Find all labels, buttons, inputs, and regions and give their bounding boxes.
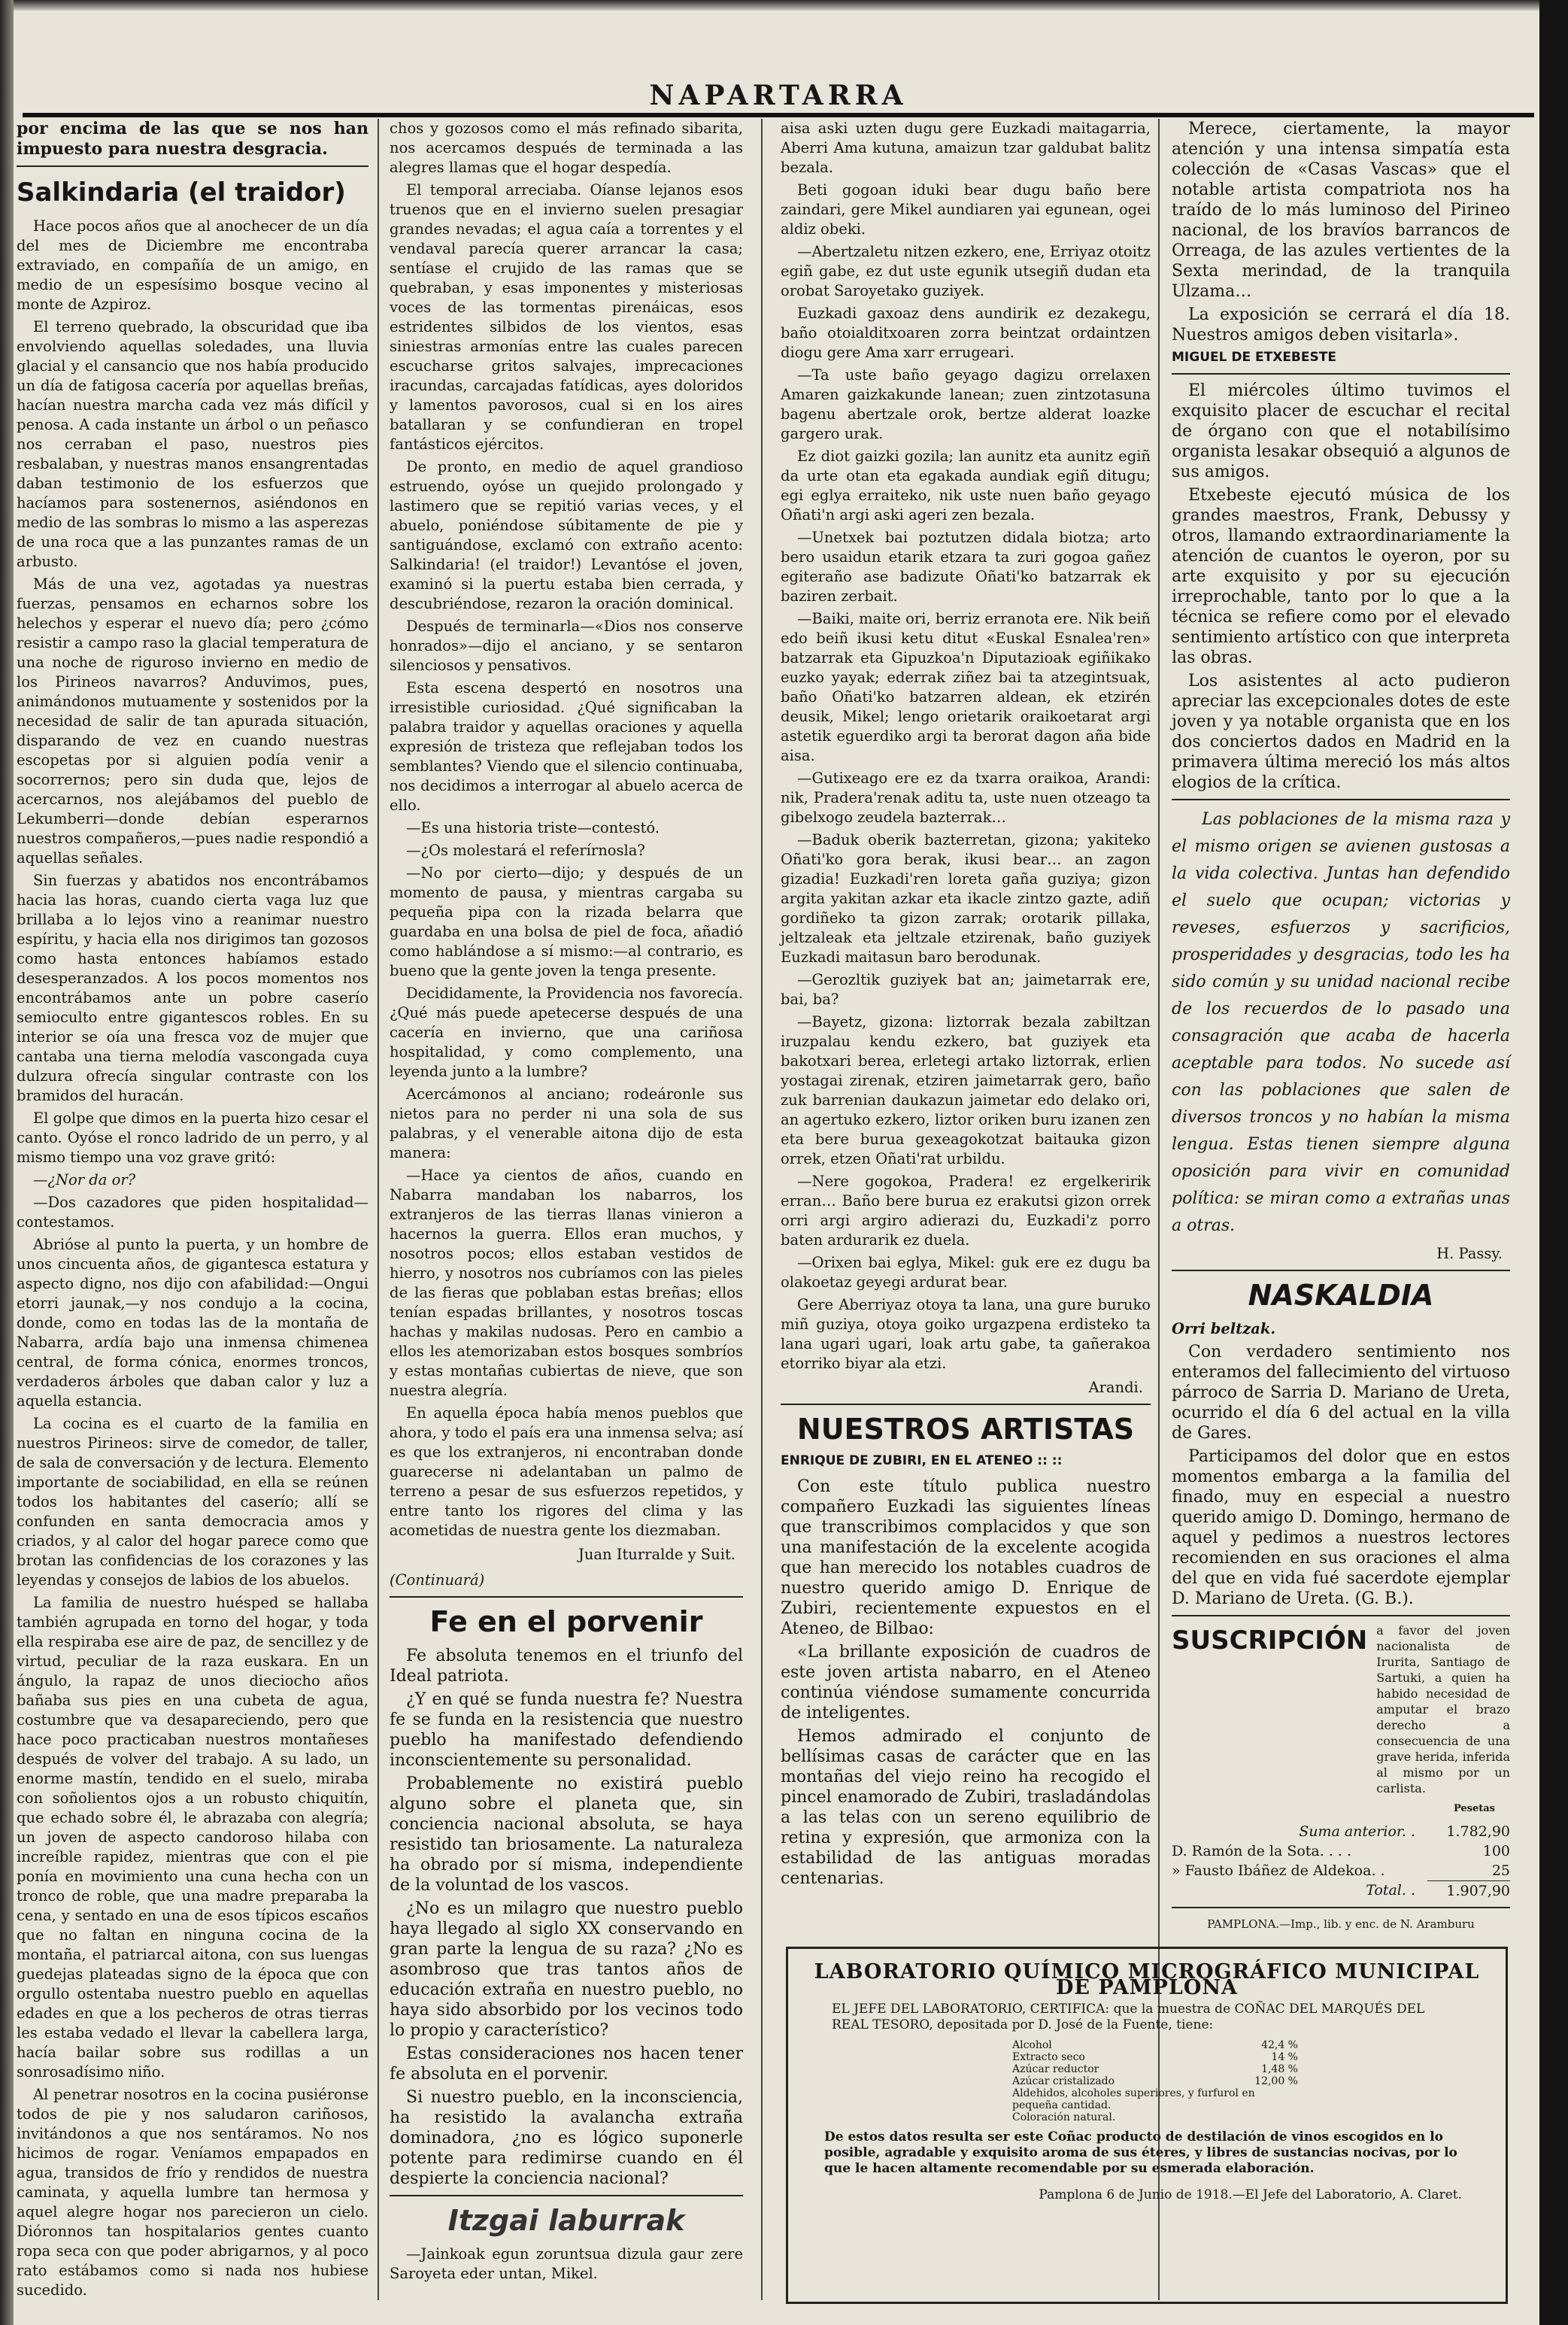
suscripcion-row	[1172, 1880, 1510, 1901]
currency-unit: Pesetas	[1453, 1803, 1495, 1814]
article-title-itzgai: Itzgai laburrak	[447, 2204, 685, 2237]
row-value: 1.907,90	[1427, 1880, 1510, 1901]
article-subtitle: ENRIQUE DE ZUBIRI, EN EL ATENEO :: ::	[781, 1453, 1063, 1468]
imprint: PAMPLONA.—Imp., lib. y enc. de N. Aramburu	[1207, 1917, 1475, 1931]
ad-conclusion: De estos datos resulta ser este Coñac producto de destilación de vinos escogidos en lo posible, agradable y exquisito aroma de sus éteres, y libres de sustancias nocivas, por lo que le hacen altamente recomendable por su esmerada elaboración.	[824, 2129, 1457, 2176]
laboratorio-advertisement	[786, 1947, 1508, 2304]
analysis-row	[1012, 2039, 1298, 2051]
row-label: Azúcar cristalizado	[1012, 2075, 1115, 2087]
intro-text: por encima de las que se nos han impuesto para nuestra desgracia.	[17, 119, 368, 159]
paragraph: —Hace ya cientos de años, cuando en Nabarra mandaban los nabarros, los extranjeros de las tierras llanas vinieron a hacernos la guerra. Ellos eran muchos, y nosotros pocos; ellos estaban vestidos de hierro, y nosotros nos cubríamos con las pieles de las fieras que poblaban estas breñas; ellos tenían espadas brillantes, y nosotros toscas hachas y makilas nudosas. Pero en cambio a ellos les atemorizaban estos bosques sombríos y estas montañas cubiertas de nieve, que son nuestra alegría.	[390, 1167, 743, 1399]
divider	[390, 1596, 743, 1598]
paragraph: El golpe que dimos en la puerta hizo cesar el canto. Oyóse el ronco ladrido de un perro, y al mismo tiempo una voz grave gritó:	[17, 1109, 368, 1166]
suscripcion-text: a favor del joven nacionalista de Irurita, Santiago de Sartuki, a quien ha habido necesidad de amputar el brazo derecho a consecuencia de una grave herida, inferida al mismo por un carlista.	[1376, 1623, 1510, 1795]
paragraph: La familia de nuestro huésped se hallaba también agrupada en torno del hogar, y toda ella respiraba ese aire de paz, de sencillez y de virtud, peculiar de la raza euskara. En un ángulo, la rapaz de unos dieciocho años bañaba sus pies en una cubeta de agua, costumbre que va desapareciendo, pero que hace poco practicaban nuestros montañeses después de volver del trabajo. A su lado, un enorme mastín, tendido en el suelo, miraba con soñolientos ojos a un robusto chiquitín, que echado sobre él, le abrazaba con alegría; un joven de aspecto candoroso hilaba con increíble rapidez, mientras que con el pie ponía en movimiento una cuna hecha con un tronco de roble, que una madre preparaba la cena, y sentado en una de esos típicos escaños que no faltan en ninguna cocina de la montaña, el patriarcal aitona, con sus luengas guedejas plateadas signo de la época que con orgullo ostentaba nuestro pueblo en aquellas edades en que a los pecheros de otras tierras les estaba vedado el llevar la cabellera larga, hacía bailar sobre sus rodillas a un sonrosadísimo niño.	[17, 1594, 368, 2081]
suscripcion-row	[1172, 1841, 1510, 1861]
paragraph: —¿Nor da or?	[33, 1171, 136, 1188]
paragraph: Más de una vez, agotadas ya nuestras fuerzas, pensamos en echarnos sobre los helechos y esperar el nuevo día; pero ¿cómo resistir a campo raso la glacial temperatura de una noche de riguroso invierno en medio de los Pirineos navarros? Anduvimos, pues, animándonos mutuamente y sostenidos por la necesidad de salir de tan apurada situación, disparando de vez en cuando nuestras escopetas por si alguien podía venir a socorrernos; pero sin duda que, lejos de acercarnos, nos alejábamos del pueblo de Lekumberri—donde debían esperarnos nuestros compañeros,—pues nadie respondió a aquellas señales.	[17, 575, 368, 867]
paragraph: El miércoles último tuvimos el exquisito placer de escuchar el recital de órgano con que el notabilísimo organista lesakar obsequió a algunos de sus amigos.	[1172, 381, 1510, 481]
row-label: Azúcar reductor	[1012, 2063, 1099, 2075]
analysis-table	[1012, 2039, 1492, 2123]
paragraph: Ez diot gaizki gozila; lan aunitz eta aunitz egiñ da urte otan eta egakada aundiak egiñ ditugu; egi eglya erraiteko, nik uste nuen baño geyago Oñati'n argi aski ageri zen bezala.	[781, 448, 1151, 524]
paragraph: Acercámonos al anciano; rodeáronle sus nietos para no perder ni una sola de sus palabras, y el venerable aitona dijo de esta manera:	[390, 1085, 743, 1161]
divider	[1172, 1615, 1510, 1616]
column-divider	[378, 119, 379, 2300]
paragraph: Con verdadero sentimiento nos enteramos del fallecimiento del virtuoso párroco de Sarria D. Mariano de Ureta, ocurrido el día 6 del actual en la villa de Gares.	[1172, 1343, 1510, 1443]
ad-title: LABORATORIO QUÍMICO MICROGRÁFICO MUNICIPAL DE PAMPLONA	[814, 1960, 1480, 1999]
row-label: Suma anterior. .	[1299, 1823, 1415, 1840]
column-divider	[761, 119, 763, 2300]
article-title-fe: Fe en el porvenir	[429, 1605, 703, 1638]
paragraph: Hace pocos años que al anochecer de un día del mes de Diciembre me encontraba extraviado, en compañía de un amigo, en medio de un espesísimo bosque vecino al monte de Azpiroz.	[17, 217, 368, 313]
quote-author: H. Passy.	[1436, 1245, 1503, 1262]
divider	[1172, 799, 1510, 800]
article-author: Arandi.	[1088, 1379, 1143, 1396]
paragraph: —Jainkoak egun zoruntsua dizula gaur zere Saroyeta eder untan, Mikel.	[390, 2245, 743, 2282]
paragraph: Abrióse al punto la puerta, y un hombre de unos cincuenta años, de gigantesca estatura y aspecto digno, nos dijo con afabilidad:—Ongui etorri jaunak,—y nos condujo a la cocina, donde, como en todas las de la montaña de Nabarra, ardía bajo una inmensa chimenea central, de forma cónica, enormes troncos, verdaderos árboles que daban calor y luz a aquella estancia.	[17, 1236, 368, 1410]
row-label: Extracto seco	[1012, 2051, 1085, 2063]
paragraph: —Gutixeago ere ez da txarra oraikoa, Arandi: nik, Pradera'renak aditu ta, uste nuen otzeago ta gibelxogo zeudela bazterrak…	[781, 769, 1151, 826]
masthead-title: NAPARTARRA	[649, 80, 908, 111]
paragraph: Hemos admirado el conjunto de bellísimas casas de carácter que en las montañas del viejo reino ha recogido el pincel enamorado de Zubiri, trasladándolas a las telas con un sereno equilibrio de retina y expresión, que armoniza con la estabilidad de las antiguas moradas centenarias.	[781, 1727, 1151, 1888]
paragraph: Si nuestro pueblo, en la inconsciencia, ha resistido la avalancha extraña dominadora, ¿no es lógico suponerle potente para redimirse cuando en él despierte la conciencia nacional?	[390, 2088, 743, 2188]
column-4	[1172, 119, 1510, 1937]
paragraph: En aquella época había menos pueblos que ahora, y todo el país era una inmensa selva; así es que los extranjeros, ni encontraban donde guarecerse ni adelantaban un palmo de terreno a pesar de sus esfuerzos repetidos, y entre tanto los rigores del clima y las acometidas de nuestra gente los diezmaban.	[390, 1404, 743, 1539]
section-title-suscripcion: SUSCRIPCIÓN	[1172, 1625, 1368, 1656]
column-3	[781, 119, 1151, 1892]
quote-text: Las poblaciones de la misma raza y el mismo origen se avienen gustosas a la vida colectiva. Juntas han defendido el suelo que ocupan; victorias y reveses, esfuerzos y sacrificios, prosperidades y desgracias, todo les ha sido común y su unidad nacional recibe de los recuerdos de lo pasado una consagración que acaba de hacerla aceptable para todos. No sucede así con las poblaciones que salen de diversos troncos y no habían la misma lengua. Estas tienen siempre alguna oposición para vivir en comunidad política: se miran como a extrañas unas a otras.	[1172, 810, 1510, 1235]
suscripcion-row	[1172, 1861, 1510, 1880]
paragraph: Gere Aberriyaz otoya ta lana, una gure buruko miñ guziya, otoya goiko urgazpena erdisteko ta lana ugari ugari, loak artu gabe, ta gañerakoa etorriko biyar ala etzi.	[781, 1296, 1151, 1372]
paragraph: La exposición se cerrará el día 18. Nuestros amigos deben visitarla».	[1172, 305, 1510, 345]
paragraph: —Unetxek bai poztutzen didala biotza; arto bero usaidun etarik etzara ta zuri gogoa gañez egiteraño ase badizute Oñati'ko batzarrak ek baziren zerbait.	[781, 529, 1151, 605]
paragraph: ¿No es un milagro que nuestro pueblo haya llegado al siglo XX conservando en gran parte la lengua de su raza? ¿No es asombroso que tras tantos años de educación extraña en nuestro pueblo, no haya sido absorbido por los vecinos todo lo propio y característico?	[390, 1899, 743, 2040]
ad-intro: EL JEFE DEL LABORATORIO, CERTIFICA: que la muestra de COÑAC DEL MARQUÉS DEL REAL TESORO, depositada por D. José de la Fuente, tiene:	[832, 2002, 1425, 2032]
divider	[17, 165, 368, 167]
paragraph: El temporal arreciaba. Oíanse lejanos esos truenos que en el invierno suelen presagiar grandes nevadas; el agua caía a torrentes y el vendaval parecía querer arrancar la casa; sentíase el crujido de las ramas que se quebraban, y esas imponentes y misteriosas voces de las tormentas pirenáicas, esos estridentes silbidos de los vientos, esas siniestras armonías entre las cuales parecen escucharse gritos salvajes, imprecaciones iracundas, carcajadas fatídicas, ayes doloridos y lamentos pavorosos, cual si en los aires batallaran y se confundieran en tropel fantásticos ejércitos.	[390, 181, 743, 453]
analysis-row	[1012, 2111, 1298, 2123]
masthead	[23, 77, 1534, 117]
paragraph: —Es una historia triste—contestó.	[406, 819, 660, 836]
section-subtitle: Orri beltzak.	[1172, 1320, 1276, 1337]
paragraph: De pronto, en medio de aquel grandioso estruendo, oyóse un quejido prolongado y lastimero que se repitió varias veces, y el abuelo, poniéndose súbitamente de pie y santiguándose, exclamó con extraño acento: Salkindaria! (el traidor!) Levantóse el joven, examinó si la puertu estaba bien cerrada, y descubriéndose, rezaron la oración dominical.	[390, 458, 743, 612]
row-label: Total. .	[1366, 1882, 1415, 1899]
section-title-naskaldia: NASKALDIA	[1248, 1279, 1434, 1312]
row-value: 14 %	[1271, 2051, 1298, 2063]
paragraph: Beti gogoan iduki bear dugu baño bere zaindari, gere Mikel aundiaren yai egunean, ogei aldiz obeki.	[781, 181, 1151, 238]
paragraph: —Dos cazadores que piden hospitalidad—contestamos.	[17, 1194, 368, 1231]
article-title-salkindaria: Salkindaria (el traidor)	[17, 178, 346, 208]
column-1	[17, 119, 368, 2303]
paragraph: «La brillante exposición de cuadros de este joven artista nabarro, en el Ateneo continúa viéndose sumamente concurrida de inteligentes.	[781, 1643, 1151, 1723]
paragraph: Esta escena despertó en nosotros una irresistible curiosidad. ¿Qué significaban la palabra traidor y aquellas oraciones y aquella expresión de tristeza que reflejaban todos los semblantes? Viendo que el silencio continuaba, nos decidimos a interrogar al abuelo acerca de ello.	[390, 679, 743, 814]
paragraph: Euzkadi gaxoaz dens aundirik ez dezakegu, baño otoialditxoaren zorra beintzat ordaintzen diogu gere Ama xarr errugeari.	[781, 305, 1151, 361]
suscripcion-header	[1172, 1622, 1510, 1799]
article-title-artistas: NUESTROS ARTISTAS	[796, 1413, 1135, 1446]
paragraph: ¿Y en qué se funda nuestra fe? Nuestra fe se funda en la resistencia que nuestro pueblo ha manifestado defendiendo inconscientemente su personalidad.	[390, 1690, 743, 1770]
paragraph: Estas consideraciones nos hacen tener fe absoluta en el porvenir.	[390, 2044, 743, 2084]
ad-footer: Pamplona 6 de Junio de 1918.—El Jefe del Laboratorio, A. Claret.	[1039, 2187, 1462, 2202]
row-value: 42,4 %	[1261, 2039, 1298, 2051]
paragraph: La cocina es el cuarto de la familia en nuestros Pirineos: sirve de comedor, de taller, de sala de conversación y de lectura. Elemento importante de sociabilidad, en ella se reúnen todos los habitantes del caserío; allí se confunden en santa democracia amos y criados, y al calor del hogar parece como que brotan las confidencias de los corazones y las leyendas y consejos de labios de los abuelos.	[17, 1415, 368, 1589]
paragraph: Etxebeste ejecutó música de los grandes maestros, Frank, Debussy y otros, llamando extraordinariamente la atención de cuantos le oyeron, por su arte exquisito y por su ejecución irreprochable, tanto por lo que a la técnica se refiere como por el elevado sentimiento artístico con que interpreta las obras.	[1172, 486, 1510, 667]
continued-note: (Continuará)	[390, 1571, 485, 1589]
paragraph: —¿Os molestará el referírnosla?	[406, 842, 645, 859]
row-label: Alcohol	[1012, 2039, 1052, 2051]
row-value: 1.782,90	[1446, 1823, 1510, 1840]
paragraph: Sin fuerzas y abatidos nos encontrábamos hacia las horas, cuando cierta vaga luz que brillaba a lo lejos vino a reanimar nuestro espíritu, y hacia ella nos dirigimos tan gozosos como hasta entonces habíamos estado desesperanzados. A los pocos momentos nos encontrábamos ante un pobre caserío semioculto entre gigantescos robles. En su interior se oía una fresca voz de mujer que cantaba una tierna melodía vascongada cuya dulzura ofrecía singular contraste con los bramidos del huracán.	[17, 872, 368, 1104]
paragraph: —Abertzaletu nitzen ezkero, ene, Erriyaz otoitz egiñ gabe, ez dut uste egunik utsegiñ dudan eta orobat Saroyetako guziyek.	[781, 243, 1151, 299]
paragraph: El terreno quebrado, la obscuridad que iba envolviendo aquellas soledades, una lluvia glacial y el cansancio que nos había producido un día de fatigosa cacería por aquellas breñas, hacían nuestra marcha cada vez más difícil y penosa. A cada instante un árbol o un peñasco nos cerraban el paso, nuestros pies resbalaban, y nuestras manos ensangrentadas daban testimonio de los esfuerzos que hacíamos para sostenernos, asiéndonos en medio de las sombras lo mismo a las asperezas de una roca que a las punzantes ramas de un arbusto.	[17, 318, 368, 570]
paragraph: —Baduk oberik bazterretan, gizona; yakiteko Oñati'ko gora berak, ikusi bear… an zagon gizadia! Euzkadi'ren loreta gaña guziya; gizon argita yakitan azkar eta ikacle zintzo gazte, adiñ gordiñeko ta gizon zarrak; orotarik pillaka, jeltzaleak eta jeltzale etzirenak, baño guziyek Euzkadi maitasun baro berodunak.	[781, 831, 1151, 966]
divider	[1172, 1270, 1510, 1271]
scan-right-margin	[1539, 0, 1568, 2325]
row-label: D. Ramón de la Sota. . . .	[1172, 1843, 1352, 1859]
article-author: Juan Iturralde y Suit.	[578, 1546, 735, 1563]
column-2	[390, 119, 743, 2287]
paragraph: —Bayetz, gizona: liztorrak bezala zabiltzan iruzpalau kendu ezkero, bat guziyek eta bakotxari berea, erletegi artako liztorrak, erlien yostagai zirenak, etziren jaimetarrak gero, baño zuk barrenian daukazun jaimetar edo delako ori, an agertuko ezkero, liztor oriken buru izanen zen eta bere burua gexeagokotzat baitauka gizon orrek, etzen Oñati'rat urbildu.	[781, 1013, 1151, 1167]
paragraph: Después de terminarla—«Dios nos conserve honrados»—dijo el anciano, y se sentaron silenciosos y pensativos.	[390, 618, 743, 674]
row-value: 25	[1491, 1862, 1510, 1879]
divider	[781, 1404, 1151, 1405]
paragraph: Al penetrar nosotros en la cocina pusiéronse todos de pie y nos saludaron cariñosos, invitándonos a que nos sentáramos. No nos hicimos de rogar. Veníamos empapados en agua, transidos de frío y rendidos de nuestra caminata, y aquella lumbre tan hermosa y aquel alegre hogar nos parecieron un cielo. Dióronnos tan hospitalarios gentes cuanto ropa seca con que poder abrigarnos, y al poco rato estábamos como si nada nos hubiese sucedido.	[17, 2086, 368, 2299]
paragraph: aisa aski uzten dugu gere Euzkadi maitagarria, Aberri Ama kutuna, amaizun tzar galdubat balitz bezala.	[781, 120, 1151, 176]
article-author: MIGUEL DE ETXEBESTE	[1172, 350, 1336, 365]
divider	[1172, 1907, 1510, 1908]
paragraph: —Ta uste baño geyago dagizu orrelaxen Amaren gaizkakunde lanean; zuen zintzotasuna bagenu abertzale orok, bertze alderat loazke gargero urak.	[781, 366, 1151, 442]
paragraph: —Nere gogokoa, Pradera! ez ergelkeririk erran… Baño bere burua ez erakutsi gizon orrek orri argi argiro adierazi du, Euzkadi'z porro baten ardurarik ez duela.	[781, 1173, 1151, 1249]
paragraph: —Gerozltik guziyek bat an; jaimetarrak ere, bai, ba?	[781, 971, 1151, 1008]
paragraph: Fe absoluta tenemos en el triunfo del Ideal patriota.	[390, 1647, 743, 1686]
paragraph: —No por cierto—dijo; y después de un momento de pausa, y mientras cargaba su pequeña pipa con la rizada belarra que guardaba en una bolsa de piel de foca, añadió como hablándose a sí mismo:—al contrario, es bueno que la gente joven la tenga presente.	[390, 864, 743, 979]
row-value: 1,48 %	[1261, 2063, 1298, 2075]
row-label: Coloración natural.	[1012, 2111, 1116, 2123]
paragraph: chos y gozosos como el más refinado sibarita, nos acercamos después de terminada a las alegres llamas que el hogar despedía.	[390, 120, 743, 176]
row-value: 100	[1482, 1843, 1510, 1859]
paragraph: Con este título publica nuestro compañero Euzkadi las siguientes líneas que transcribimos complacidos y que son una manifestación de la excelente acogida que han merecido los notables cuadros de nuestro querido amigo D. Enrique de Zubiri, recientemente expuestos en el Ateneo, de Bilbao:	[781, 1477, 1151, 1638]
paragraph: Participamos del dolor que en estos momentos embarga a la familia del finado, muy en especial a nuestro querido amigo D. Domingo, hermano de aquel y pedimos a nuestros lectores recomienden en sus oraciones el alma del que en vida fué sacerdote ejemplar D. Mariano de Ureta. (G. B.).	[1172, 1447, 1510, 1608]
scan-top-edge	[0, 0, 1568, 11]
paragraph: Probablemente no existirá pueblo alguno sobre el planeta que, sin conciencia nacional absoluta, se haya resistido tan briosamente. La naturaleza ha obrado por sí misma, independiente de la voluntad de los vascos.	[390, 1774, 743, 1895]
row-value: 12,00 %	[1254, 2075, 1298, 2087]
suscripcion-row	[1172, 1822, 1510, 1841]
row-label: Aldehidos, alcoholes superiores, y furfurol en pequeña cantidad.	[1012, 2087, 1255, 2111]
analysis-row	[1012, 2051, 1298, 2063]
scan-left-edge	[0, 0, 14, 2325]
paragraph: —Orixen bai eglya, Mikel: guk ere ez dugu ba olakoetaz geyegi ardurat bear.	[781, 1254, 1151, 1291]
divider	[390, 2195, 743, 2196]
paragraph: Decididamente, la Providencia nos favorecía. ¿Qué más puede apetecerse después de una cacería en invierno, que una cariñosa hospitalidad, y como complemento, una leyenda junto a la lumbre?	[390, 985, 743, 1080]
paragraph: Merece, ciertamente, la mayor atención y una intensa simpatía esta colección de «Casas Vascas» que el notable artista compatriota nos ha traído de lo más luminoso del Pirineo nacional, de los bravíos barrancos de Orreaga, de las azules vertientes de la Sexta merindad, de la tranquila Ulzama…	[1172, 120, 1510, 301]
paragraph: Los asistentes al acto pudieron apreciar las excepcionales dotes de este joven y ya notable organista que en los dos conciertos dados en Madrid en la primavera última mereció los más altos elogios de la crítica.	[1172, 672, 1510, 792]
analysis-row	[1012, 2063, 1298, 2075]
analysis-row	[1012, 2087, 1298, 2111]
divider	[1172, 373, 1510, 375]
analysis-row	[1012, 2075, 1298, 2087]
paragraph: —Baiki, maite ori, berriz erranota ere. Nik beiñ edo beiñ ikusi ketu ditut «Euskal Esnalea'ren» batzarrak eta Gipuzkoa'n Diputazioak egiñikako euzko yayak; ederrak ziñez bai ta atzegintsuak, baño Oñati'ko batzarren aldean, ek etzirén deusik, Mikel; lengo orietarik oraikoetarat argi astetik eguerdiko argi ta berorat dagon aña bide aisa.	[781, 610, 1151, 764]
row-label: » Fausto Ibáñez de Aldekoa. .	[1172, 1862, 1385, 1879]
